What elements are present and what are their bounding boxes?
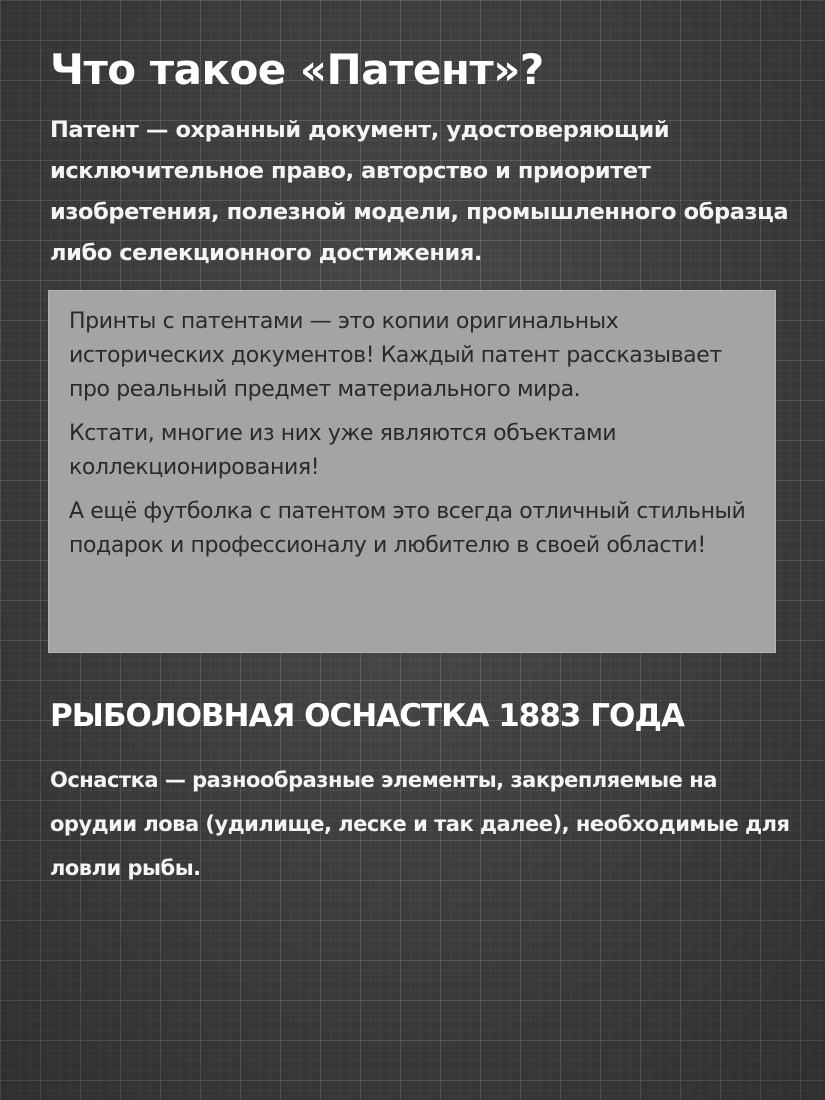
patent-prints-info-box: [48, 290, 776, 653]
tackle-definition-text: Оснастка — разнообразные элементы, закрепляемые на орудии лова (удилище, леске и так далее), необходимые для ловли рыбы.: [50, 768, 790, 880]
patent-definition-text: Патент — охранный документ, удостоверяющий исключительное право, авторство и приоритет изобретения, полезной модели, промышленного образца либо селекционного достижения.: [50, 117, 789, 266]
patent-question-heading: Что такое «Патент»?: [50, 45, 544, 94]
info-paragraph-copies: Принты с патентами — это копии оригинальных исторических документов! Каждый патент рассказывает про реальный предмет материального мира.: [69, 309, 722, 402]
info-paragraph-gift: А ещё футболка с патентом это всегда отличный стильный подарок и профессионалу и любителю в своей области!: [69, 499, 746, 558]
product-title-heading: РЫБОЛОВНАЯ ОСНАСТКА 1883 ГОДА: [50, 698, 684, 734]
info-paragraph-collectible: Кстати, многие из них уже являются объектами коллекционирования!: [69, 421, 617, 480]
